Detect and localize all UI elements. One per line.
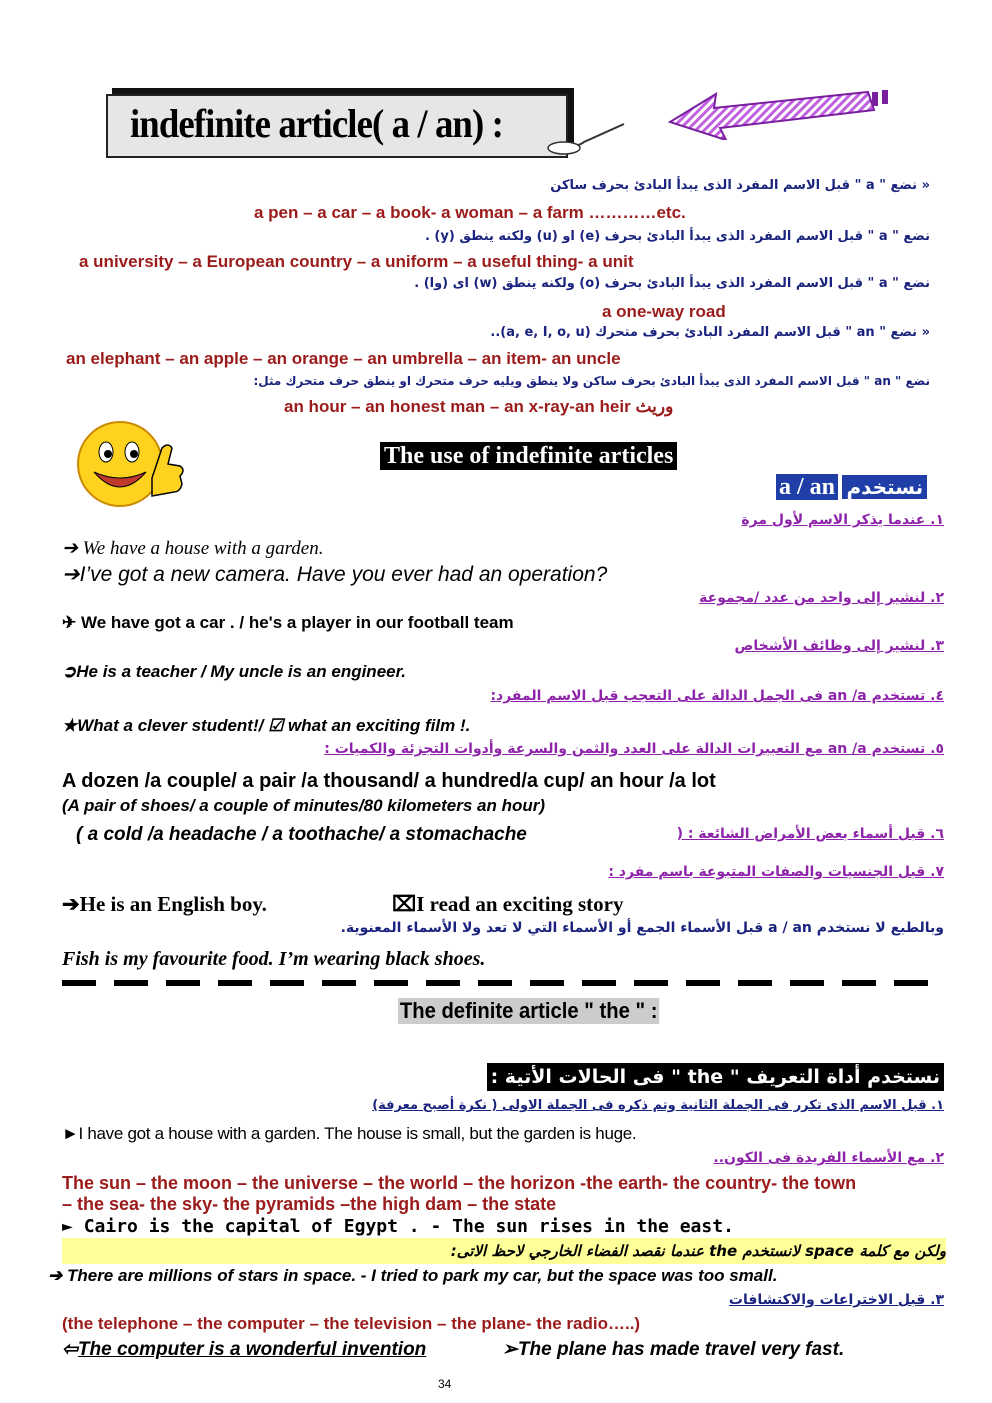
use-2-example: ✈ We have got a car . / he's a player in our football team bbox=[62, 613, 514, 632]
definite-3-rule: ٣. قبل الاختراعات والاكتشافات bbox=[728, 1292, 944, 1308]
example-5-arabic: وريث bbox=[635, 397, 674, 416]
definite-2-list-1: The sun – the moon – the universe – the world – the horizon -the earth- the country- the town bbox=[62, 1173, 857, 1193]
rule-5: نضع " an " قبل الاسم المفرد الذى يبدأ البادئ بحرف ساكن ولا ينطق ويليه حرف متحرك او ينطق حرف متحرك مثل: bbox=[253, 374, 930, 388]
definite-ar-heading: نستخدم أداة التعريف " the " فى الحالات الأتية : bbox=[487, 1063, 944, 1091]
definite-1-example: ►I have got a house with a garden. The house is small, but the garden is huge. bbox=[62, 1124, 637, 1143]
definite-3-example-1: ⇦The computer is a wonderful invention bbox=[62, 1339, 427, 1360]
use-5-example-1: A dozen /a couple/ a pair /a thousand/ a hundred/a cup/ an hour /a lot bbox=[62, 770, 716, 792]
title-box bbox=[106, 94, 568, 158]
use-4-example: ★What a clever student!/ ☑ what an exciting film !. bbox=[62, 716, 471, 735]
use-5-example-2: (A pair of shoes/ a couple of minutes/80 kilometers an hour) bbox=[62, 796, 546, 815]
left-arrow-icon bbox=[668, 88, 890, 140]
definite-1-rule: ١. قبل الاسم الذى تكرر فى الجملة الثانية وتم ذكره فى الجملة الاولى ( نكرة أصبح معرفة) bbox=[372, 1098, 944, 1113]
use-label-en: a / an bbox=[776, 474, 838, 500]
rule-2: نضع " a " قبل الاسم المفرد الذى يبدأ البادئ بحرف (e) او (u) ولكنه ينطق (y) . bbox=[424, 229, 930, 244]
definite-2-list-2: – the sea- the sky- the pyramids –the high dam – the state bbox=[62, 1194, 557, 1214]
example-2: a university – a European country – a uniform – a useful thing- a unit bbox=[79, 252, 634, 271]
use-3-rule: ٣. لنشير إلى وظائف الأشخاص bbox=[734, 638, 944, 654]
page-title: indefinite article( a / an) : bbox=[130, 101, 503, 146]
use-7-rule: ٧. قبل الجنسيات والصفات المتبوعة باسم مفرد : bbox=[608, 864, 944, 880]
definite-heading: The definite article " the " : bbox=[399, 998, 658, 1023]
definite-2-example: ► Cairo is the capital of Egypt . - The sun rises in the east. bbox=[62, 1216, 734, 1237]
example-4: an elephant – an apple – an orange – an umbrella – an item- an uncle bbox=[66, 349, 621, 368]
space-example: ➔ There are millions of stars in space. - I tried to park my car, but the space was too small. bbox=[48, 1266, 778, 1285]
page-number: 34 bbox=[438, 1377, 452, 1391]
use-7-example-2: ⌧I read an exciting story bbox=[392, 892, 624, 916]
pen-hand-icon bbox=[538, 122, 628, 156]
use-heading: The use of indefinite articles bbox=[380, 442, 677, 470]
use-4-rule: ٤. تستخدم an /a فى الجمل الدالة على التعجب قبل الاسم المفرد: bbox=[490, 688, 944, 704]
thumbs-up-smiley-icon bbox=[72, 408, 184, 512]
rule-1: « نضع " a " قبل الاسم المفرد الذى يبدأ البادئ بحرف ساكن bbox=[550, 178, 930, 193]
definite-3-list: (the telephone – the computer – the television – the plane- the radio…..) bbox=[62, 1314, 641, 1333]
use-1-example-1: ➔ We have a house with a garden. bbox=[62, 538, 324, 559]
use-6-rule: ٦. قبل أسماء بعض الأمراض الشائعة : ( bbox=[676, 826, 944, 842]
example-3: a one-way road bbox=[602, 302, 726, 321]
definite-2-rule: ٢. مع الأسماء الفريدة فى الكون.. bbox=[713, 1150, 944, 1166]
use-label bbox=[776, 474, 927, 504]
space-note: ولكن مع كلمة space لانستخدم the عندما نقصد الفضاء الخارجي لاحظ الاتى: bbox=[62, 1238, 946, 1264]
use-1-rule: ١. عندما يذكر الاسم لأول مرة bbox=[741, 512, 944, 528]
use-2-rule: ٢. لنشير إلى واحد من عدد /مجموعة bbox=[699, 590, 944, 606]
use-1-example-2: ➔I’ve got a new camera. Have you ever had an operation? bbox=[62, 563, 608, 586]
use-3-example: ➲He is a teacher / My uncle is an engineer. bbox=[62, 662, 406, 681]
definite-3-example-2: ➢The plane has made travel very fast. bbox=[502, 1339, 845, 1360]
use-5-rule: ٥. تستخدم an /a مع التعبيرات الدالة على العدد والثمن والسرعة وأدوات التجزئة والكميات : bbox=[324, 741, 944, 757]
note-rule: وبالطبع لا نستخدم a / an قبل الأسماء الجمع أو الأسماء التي لا تعد ولا الأسماء المعنوية. bbox=[340, 920, 944, 936]
note-example: Fish is my favourite food. I’m wearing black shoes. bbox=[62, 948, 486, 970]
example-5: an hour – an honest man – an x-ray-an heir وريث bbox=[284, 397, 674, 416]
section-divider bbox=[62, 980, 942, 986]
use-7-example-1: ➔He is an English boy. bbox=[62, 892, 267, 916]
use-6-example: ( a cold /a headache / a toothache/ a stomachache bbox=[76, 824, 527, 845]
rule-4: « نضع " an " قبل الاسم المفرد البادئ بحرف متحرك (a, e, I, o, u).. bbox=[490, 325, 930, 340]
use-label-ar: نستخدم bbox=[842, 475, 927, 499]
example-1: a pen – a car – a book- a woman – a farm …………etc. bbox=[254, 203, 686, 222]
rule-3: نضع " a " قبل الاسم المفرد الذى يبدأ البادئ بحرف (o) ولكنه ينطق (w) اى (وا) . bbox=[414, 276, 930, 291]
